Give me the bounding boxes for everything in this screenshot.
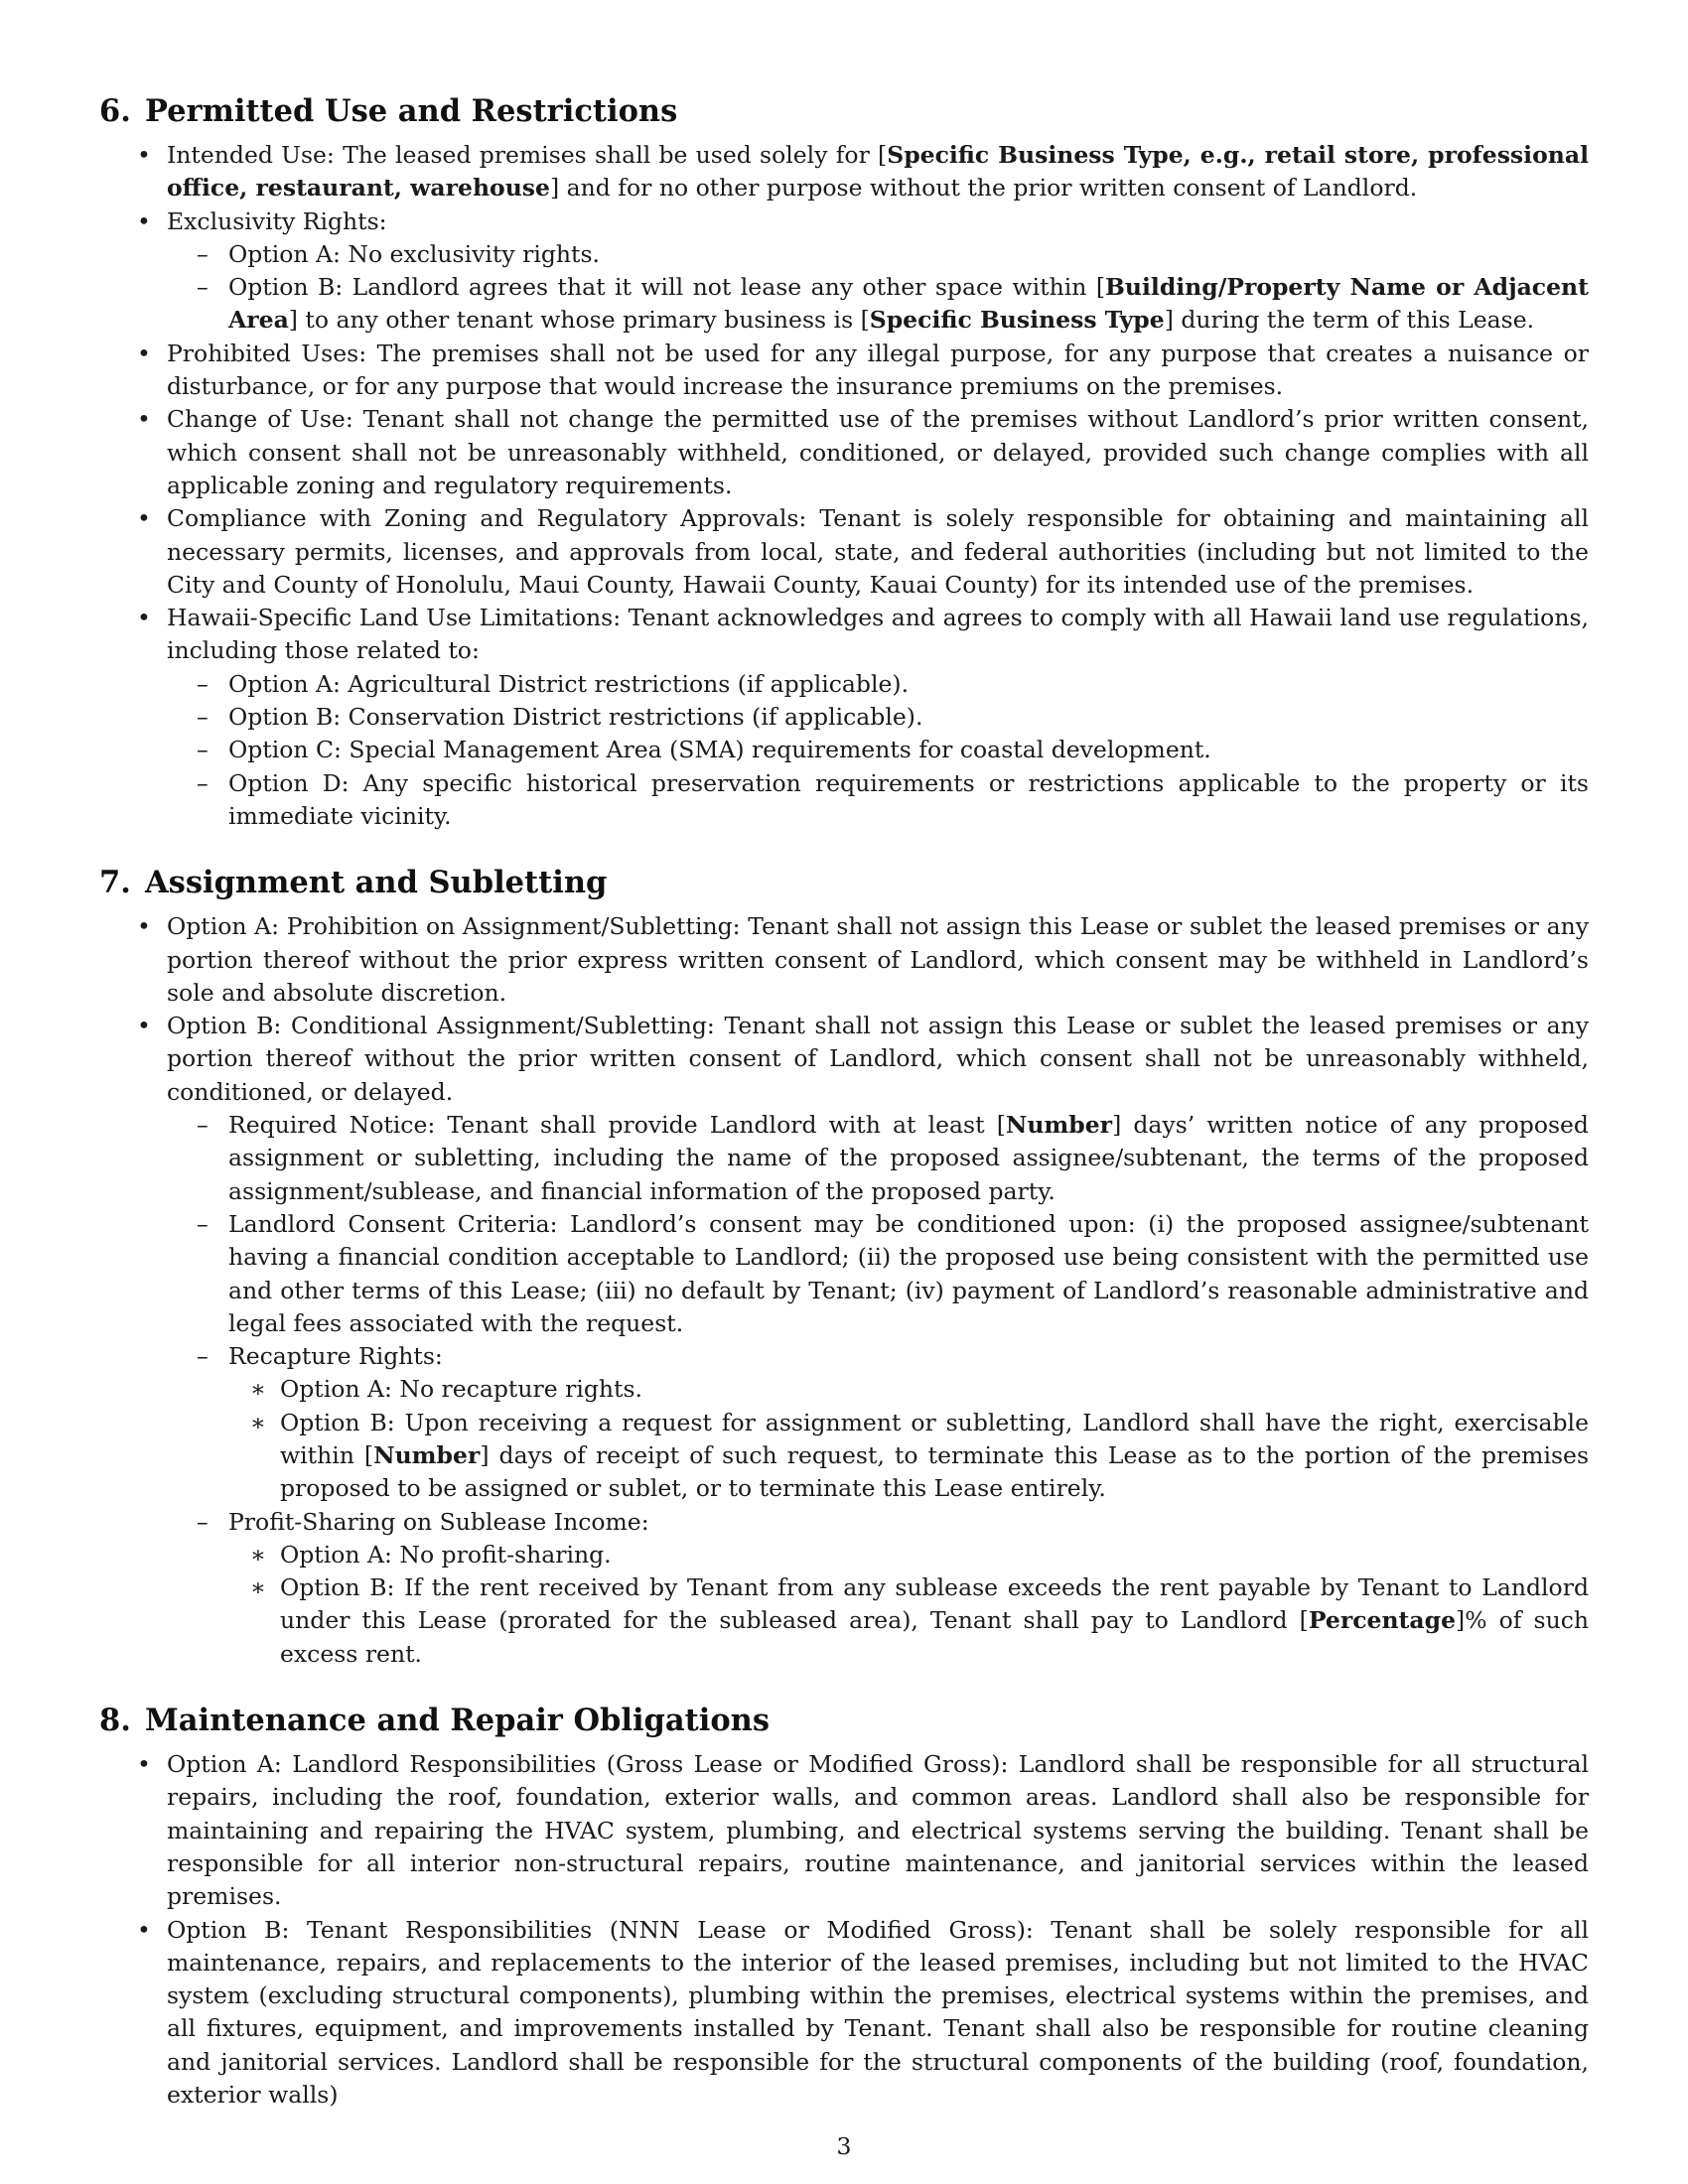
- sub-list-item: [99, 1506, 1589, 1671]
- text-run: Compliance with Zoning and Regulatory Approvals: Tenant is solely responsible for obtaining and maintaining all necessary permits, licenses, and approvals from local, state, and federal authorities (including but not limited to the City and County of Honolulu, Maui County, Hawaii County, Kauai County) for its intended use of the premises.: [167, 504, 1589, 599]
- text-run: Option A: Landlord Responsibilities (Gross Lease or Modified Gross): Landlord shall be responsible for all structural repairs, including the roof, foundation, exterior walls, and common areas. Landlord shall also be responsible for maintaining and repairing the HVAC system, plumbing, and electrical systems serving the building. Tenant shall be responsible for all interior non-structural repairs, routine maintenance, and janitorial services within the leased premises.: [167, 1750, 1589, 1911]
- list-item: [99, 502, 1589, 602]
- section-number: 6.: [99, 93, 131, 129]
- placeholder-field: Specific Business Type, e.g., retail store, professional office, restaurant, warehouse: [167, 141, 1589, 203]
- text-run: Option B: If the rent received by Tenant from any sublease exceeds the rent payable by Tenant to Landlord under this Lease (prorated for the subleased area), Tenant shall pay to Landlord [: [280, 1573, 1589, 1635]
- sub-sub-list-item: [99, 1539, 1589, 1571]
- sub-list-item: [99, 1109, 1589, 1208]
- text-run: Option C: Special Management Area (SMA) requirements for coastal development.: [228, 736, 1211, 764]
- text-run: ] days’ written notice of any proposed assignment or subletting, including the name of the proposed assignee/subtenant, the terms of the proposed assignment/sublease, and financial information of the proposed party.: [228, 1111, 1589, 1205]
- text-run: ] during the term of this Lease.: [1164, 306, 1535, 335]
- text-run: Prohibited Uses: The premises shall not be used for any illegal purpose, for any purpose that creates a nuisance or disturbance, or for any purpose that would increase the insurance premiums on the premises.: [167, 339, 1589, 401]
- list-item: [99, 403, 1589, 502]
- sub-list-item: [99, 767, 1589, 834]
- sub-list-item: [99, 1208, 1589, 1340]
- bullet-list: [99, 139, 1589, 833]
- text-run: Option B: Upon receiving a request for assignment or subletting, Landlord shall have the right, exercisable within [: [280, 1408, 1589, 1469]
- placeholder-field: Percentage: [1308, 1606, 1457, 1635]
- list-item: [99, 1010, 1589, 1671]
- sub-sub-list-item: [99, 1373, 1589, 1406]
- list-item: [99, 1914, 1589, 2113]
- text-run: Required Notice: Tenant shall provide Landlord with at least [: [228, 1111, 1006, 1140]
- text-run: Option A: No recapture rights.: [280, 1375, 643, 1404]
- text-run: Option A: Agricultural District restrictions (if applicable).: [228, 669, 910, 698]
- text-run: Exclusivity Rights:: [167, 206, 387, 235]
- section-heading: [99, 1701, 1589, 1740]
- placeholder-field: Specific Business Type: [869, 306, 1165, 335]
- text-run: Profit-Sharing on Sublease Income:: [228, 1507, 649, 1536]
- sub-sub-list: [99, 1539, 1589, 1671]
- list-item: [99, 1748, 1589, 1913]
- bullet-list: [99, 1748, 1589, 2112]
- bullet-list: [99, 910, 1589, 1671]
- document-page: [99, 91, 1589, 2112]
- sub-list-item: [99, 701, 1589, 734]
- section: [99, 1701, 1589, 2112]
- list-item: [99, 139, 1589, 205]
- section: [99, 91, 1589, 833]
- sub-list-item: [99, 668, 1589, 701]
- list-item: [99, 910, 1589, 1010]
- text-run: Option D: Any specific historical preservation requirements or restrictions applicable to the property or its immediate vicinity.: [228, 768, 1589, 830]
- sub-sub-list-item: [99, 1407, 1589, 1506]
- section-number: 8.: [99, 1703, 131, 1739]
- text-run: ] to any other tenant whose primary business is [: [288, 306, 870, 335]
- text-run: Option B: Tenant Responsibilities (NNN Lease or Modified Gross): Tenant shall be solely responsible for all maintenance, repairs, and replacements to the interior of the leased premises, including but not limited to the HVAC system (excluding structural components), plumbing within the premises, electrical systems within the premises, and all fixtures, equipment, and improvements installed by Tenant. Tenant shall also be responsible for routine cleaning and janitorial services. Landlord shall be responsible for the structural components of the building (roof, foundation, exterior walls): [167, 1915, 1589, 2110]
- list-item: [99, 602, 1589, 833]
- text-run: Hawaii-Specific Land Use Limitations: Tenant acknowledges and agrees to comply with all Hawaii land use regulations, including those related to:: [167, 604, 1589, 665]
- sub-sub-list-item: [99, 1571, 1589, 1671]
- sub-list: [99, 668, 1589, 833]
- text-run: Option B: Landlord agrees that it will not lease any other space within [: [228, 273, 1106, 302]
- text-run: Change of Use: Tenant shall not change the permitted use of the premises without Landlord’s prior written consent, which consent shall not be unreasonably withheld, conditioned, or delayed, provided such change complies with all applicable zoning and regulatory requirements.: [167, 405, 1589, 499]
- list-item: [99, 205, 1589, 338]
- sub-list-item: [99, 734, 1589, 766]
- section-title: Assignment and Subletting: [145, 865, 608, 901]
- section-title: Maintenance and Repair Obligations: [145, 1703, 771, 1739]
- section-heading: [99, 863, 1589, 902]
- text-run: Intended Use: The leased premises shall be used solely for [: [167, 141, 888, 169]
- placeholder-field: Number: [1005, 1111, 1113, 1140]
- page-number: 3: [836, 2132, 852, 2160]
- text-run: ] days of receipt of such request, to terminate this Lease as to the portion of the premises proposed to be assigned or sublet, or to terminate this Lease entirely.: [280, 1440, 1590, 1503]
- placeholder-field: Number: [373, 1440, 481, 1469]
- document-body: [99, 91, 1589, 2112]
- sub-sub-list: [99, 1373, 1589, 1505]
- section-title: Permitted Use and Restrictions: [145, 93, 678, 129]
- section: [99, 863, 1589, 1671]
- text-run: Landlord Consent Criteria: Landlord’s consent may be conditioned upon: (i) the proposed assignee/subtenant having a financial condition acceptable to Landlord; (ii) the proposed use being consistent with the permitted use and other terms of this Lease; (iii) no default by Tenant; (iv) payment of Landlord’s reasonable administrative and legal fees associated with the request.: [228, 1209, 1589, 1337]
- text-run: Recapture Rights:: [228, 1342, 443, 1371]
- sub-list-item: [99, 238, 1589, 271]
- section-heading: [99, 91, 1589, 131]
- text-run: Option A: No exclusivity rights.: [228, 239, 600, 268]
- sub-list: [99, 1109, 1589, 1671]
- section-number: 7.: [99, 865, 131, 901]
- text-run: Option A: Prohibition on Assignment/Subletting: Tenant shall not assign this Lease or sublet the leased premises or any portion thereof without the prior express written consent of Landlord, which consent may be withheld in Landlord’s sole and absolute discretion.: [167, 912, 1589, 1007]
- text-run: ] and for no other purpose without the prior written consent of Landlord.: [549, 174, 1418, 203]
- text-run: Option B: Conservation District restrictions (if applicable).: [228, 703, 923, 732]
- text-run: Option A: No profit-sharing.: [280, 1540, 612, 1569]
- sub-list-item: [99, 271, 1589, 338]
- list-item: [99, 338, 1589, 404]
- text-run: ]% of such excess rent.: [280, 1606, 1590, 1668]
- placeholder-field: Building/Property Name or Adjacent Area: [228, 273, 1589, 335]
- sub-list-item: [99, 1340, 1589, 1505]
- sub-list: [99, 238, 1589, 338]
- text-run: Option B: Conditional Assignment/Subletting: Tenant shall not assign this Lease or sublet the leased premises or any portion thereof without the prior written consent of Landlord, which consent shall not be unreasonably withheld, conditioned, or delayed.: [167, 1012, 1589, 1106]
